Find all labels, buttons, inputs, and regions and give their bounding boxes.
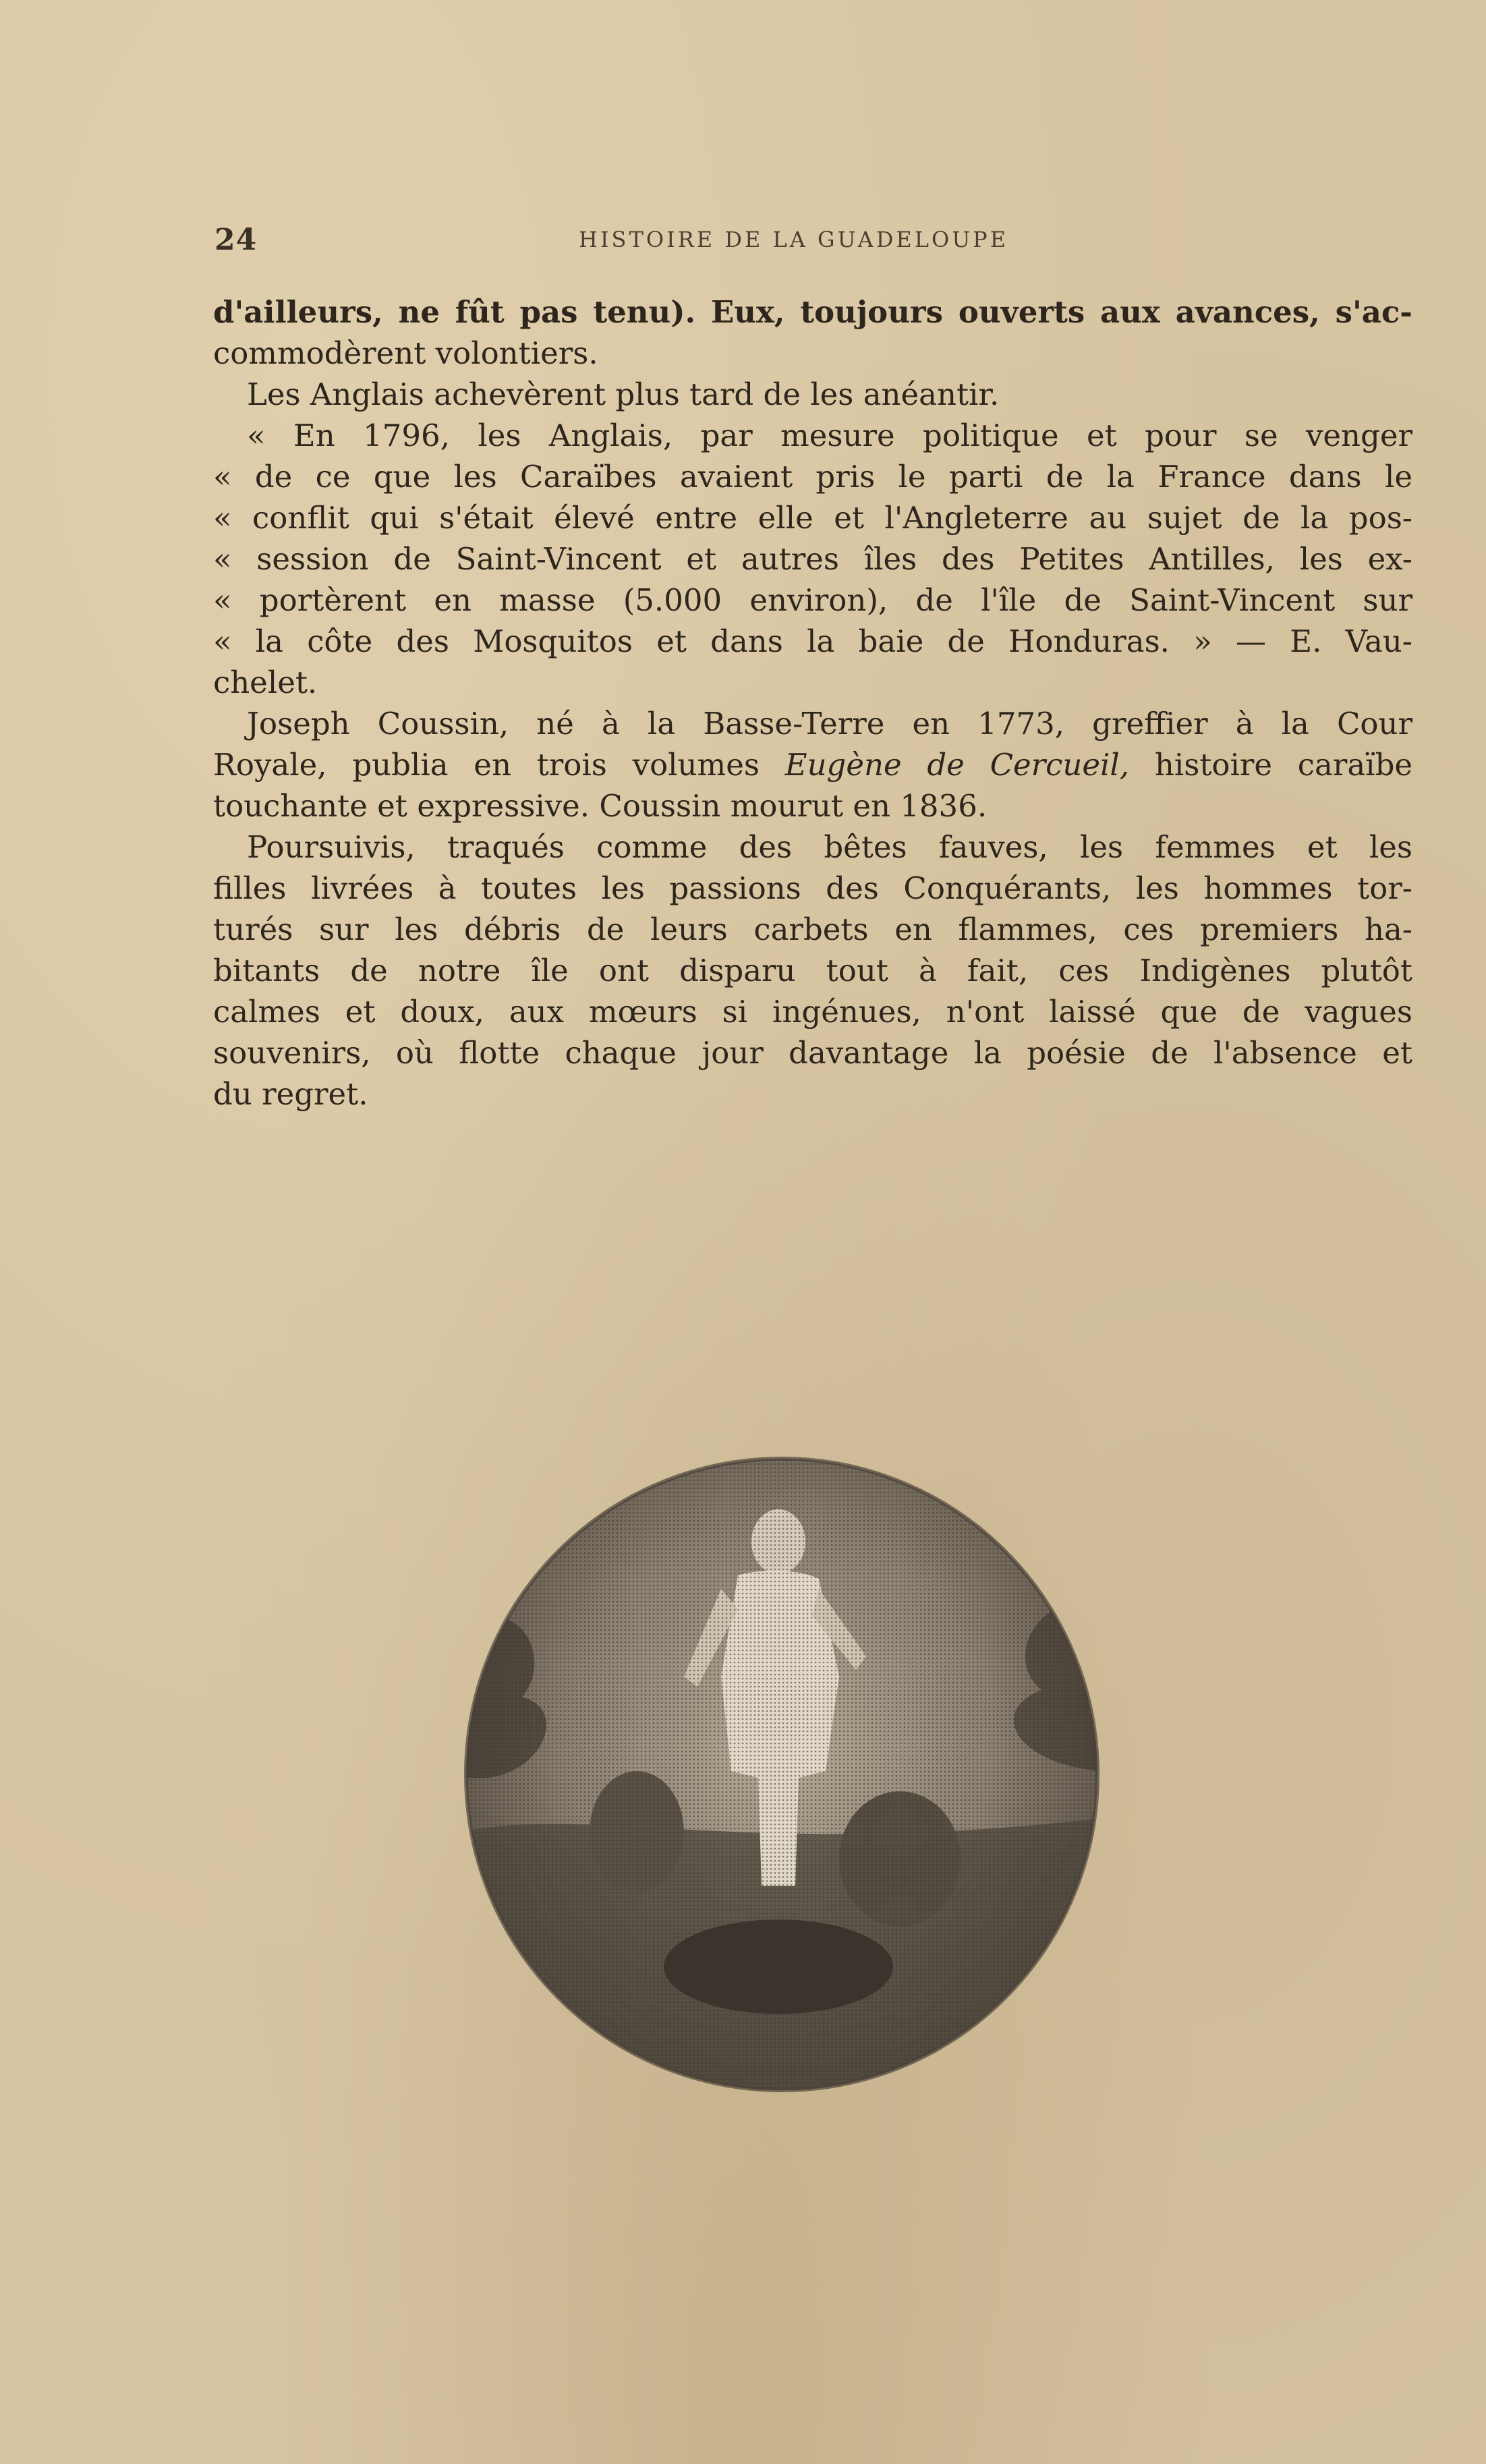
page-header [215, 223, 1405, 263]
page-number: 24 [215, 223, 258, 257]
quote-line: « de ce que les Caraïbes avaient pris le parti de la France dans le [213, 459, 1412, 495]
text-line: filles livrées à toutes les passions des Conquérants, les hommes tor- [213, 870, 1412, 906]
text-line: turés sur les débris de leurs carbets en flammes, ces premiers ha- [213, 912, 1412, 947]
body-text [213, 291, 1412, 1115]
quote-line: « conflit qui s'était élevé entre elle et l'Angleterre au sujet de la pos- [213, 500, 1412, 536]
engraving-medallion [461, 1454, 1102, 2095]
text-segment: Royale, publia en trois volumes [213, 747, 760, 783]
text-line: du regret. [213, 1076, 368, 1112]
quote-line: chelet. [213, 665, 318, 700]
text-line: souvenirs, où flotte chaque jour davantage la poésie de l'absence et [213, 1035, 1412, 1071]
text-line: Les Anglais achevèrent plus tard de les anéantir. [247, 376, 1000, 412]
text-line: bitants de notre île ont disparu tout à fait, ces Indigènes plutôt [213, 953, 1412, 988]
text-line: Poursuivis, traqués comme des bêtes fauves, les femmes et les [247, 829, 1412, 865]
text-line: Joseph Coussin, né à la Basse-Terre en 1773, greffier à la Cour [247, 706, 1412, 741]
quote-line: « En 1796, les Anglais, par mesure politique et pour se venger [247, 418, 1412, 453]
text-line: d'ailleurs, ne fût pas tenu). Eux, toujours ouverts aux avances, s'ac- [213, 294, 1412, 330]
quote-line: « la côte des Mosquitos et dans la baie de Honduras. » — E. Vau- [213, 623, 1412, 659]
text-line [213, 744, 1412, 785]
text-line: commodèrent volontiers. [213, 335, 598, 371]
text-line: calmes et doux, aux mœurs si ingénues, n'ont laissé que de vagues [213, 994, 1412, 1030]
quote-line: « portèrent en masse (5.000 environ), de l'île de Saint-Vincent sur [213, 582, 1412, 618]
running-title: HISTOIRE DE LA GUADELOUPE [579, 227, 1009, 252]
book-title: Eugène de Cercueil, [784, 747, 1130, 783]
text-line: touchante et expressive. Coussin mourut en 1836. [213, 788, 988, 824]
quote-line: « session de Saint-Vincent et autres îles des Petites Antilles, les ex- [213, 541, 1412, 577]
text-segment: histoire caraïbe [1154, 747, 1413, 783]
